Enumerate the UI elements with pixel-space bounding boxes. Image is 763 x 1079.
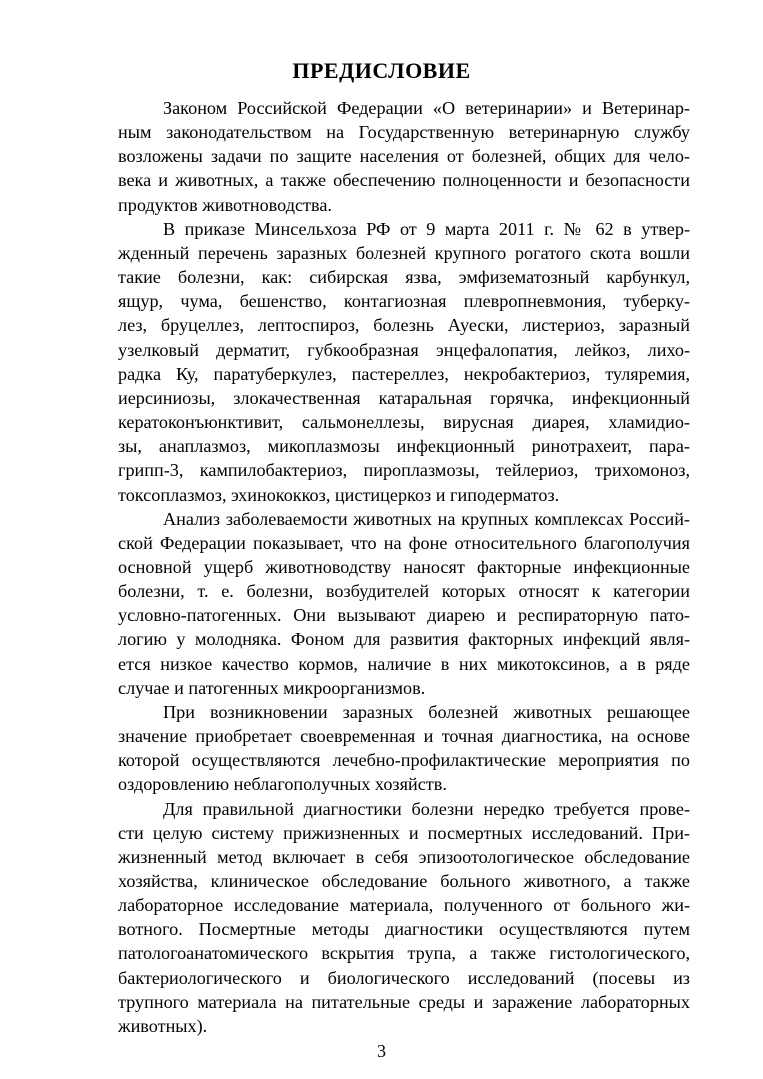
text-line: ным законодательством на Государственную ветеринарную службу xyxy=(118,122,690,143)
text-line: грипп-3, кампилобактериоз, пироплазмозы, тейлериоз, трихомоноз, xyxy=(118,460,690,481)
text-line: сти целую систему прижизненных и посмертных исследований. При- xyxy=(118,822,690,843)
text-line: ется низкое качество кормов, наличие в них микотоксинов, а в ряде xyxy=(118,653,690,674)
text-line: хозяйства, клиническое обследование больного животного, а также xyxy=(118,871,690,891)
paragraph-4 xyxy=(73,700,690,797)
text-line: радка Ку, паратуберкулез, пастереллез, некробактериоз, туляремия, xyxy=(118,363,690,384)
text-line: Законом Российской Федерации «О ветеринарии» и Ветеринар- xyxy=(163,98,690,118)
text-line: лез, бруцеллез, лептоспироз, болезнь Ауески, листериоз, заразный xyxy=(118,315,690,336)
paragraph-5 xyxy=(73,797,690,1039)
text-line: бактериологического и биологического исследований (посевы из xyxy=(118,967,690,988)
text-line: Для правильной диагностики болезни нередко требуется прове- xyxy=(163,798,690,819)
text-line: патологоанатомического вскрытия трупа, а также гистологического, xyxy=(118,943,690,964)
text-line: зы, анаплазмоз, микоплазмозы инфекционный ринотрахеит, пара- xyxy=(118,436,690,457)
text-line: При возникновении заразных болезней животных решающее xyxy=(163,701,690,722)
paragraph-3 xyxy=(73,507,690,700)
text-line: продуктов животноводства. xyxy=(118,194,332,215)
text-line: логию у молодняка. Фоном для развития факторных инфекций явля- xyxy=(118,629,690,650)
page-number: 3 xyxy=(377,1041,386,1061)
text-line: болезни, т. е. болезни, возбудителей которых относят к категории xyxy=(118,581,690,602)
text-line: которой осуществляются лечебно-профилактические мероприятия по xyxy=(118,750,690,771)
paragraph-2 xyxy=(73,217,690,507)
text-line: животных). xyxy=(118,1015,208,1036)
text-line: токсоплазмоз, эхинококкоз, цистицеркоз и гиподерматоз. xyxy=(118,484,560,505)
text-line: узелковый дерматит, губкообразная энцефалопатия, лейкоз, лихо- xyxy=(118,339,690,360)
text-line: В приказе Минсельхоза РФ от 9 марта 2011 г. № 62 в утвер- xyxy=(163,218,690,239)
text-line: иерсиниозы, злокачественная катаральная горячка, инфекционный xyxy=(118,387,690,408)
text-line: Анализ заболеваемости животных на крупных комплексах Россий- xyxy=(163,508,690,529)
text-line: оздоровлению неблагополучных хозяйств. xyxy=(118,774,447,795)
text-line: такие болезни, как: сибирская язва, эмфизематозный карбункул, xyxy=(118,267,690,288)
text-line: значение приобретает своевременная и точная диагностика, на основе xyxy=(118,726,690,747)
text-line: века и животных, а также обеспечению полноценности и безопасности xyxy=(118,170,690,191)
text-line: трупного материала на питательные среды и заражение лабораторных xyxy=(118,991,690,1012)
text-line: ской Федерации показывает, что на фоне относительного благополучия xyxy=(118,532,690,553)
text-line: вотного. Посмертные методы диагностики осуществляются путем xyxy=(118,919,690,940)
text-line: случае и патогенных микроорганизмов. xyxy=(118,677,426,698)
text-line: кератоконъюнктивит, сальмонеллезы, вирусная диарея, хламидио- xyxy=(118,412,690,433)
page-title: ПРЕДИСЛОВИЕ xyxy=(292,58,471,83)
paragraph-1 xyxy=(73,96,690,217)
text-line: жденный перечень заразных болезней крупного рогатого скота вошли xyxy=(118,242,690,263)
body-text xyxy=(73,96,690,1038)
text-line: условно-патогенных. Они вызывают диарею и респираторную пато- xyxy=(118,605,690,626)
text-line: ящур, чума, бешенство, контагиозная плевропневмония, туберку- xyxy=(118,291,690,312)
text-line: возложены задачи по защите населения от болезней, общих для чело- xyxy=(118,146,690,167)
text-line: жизненный метод включает в себя эпизоотологическое обследование xyxy=(118,846,690,867)
text-line: основной ущерб животноводству наносят факторные инфекционные xyxy=(118,556,690,577)
text-line: лабораторное исследование материала, полученного от больного жи- xyxy=(118,895,690,916)
